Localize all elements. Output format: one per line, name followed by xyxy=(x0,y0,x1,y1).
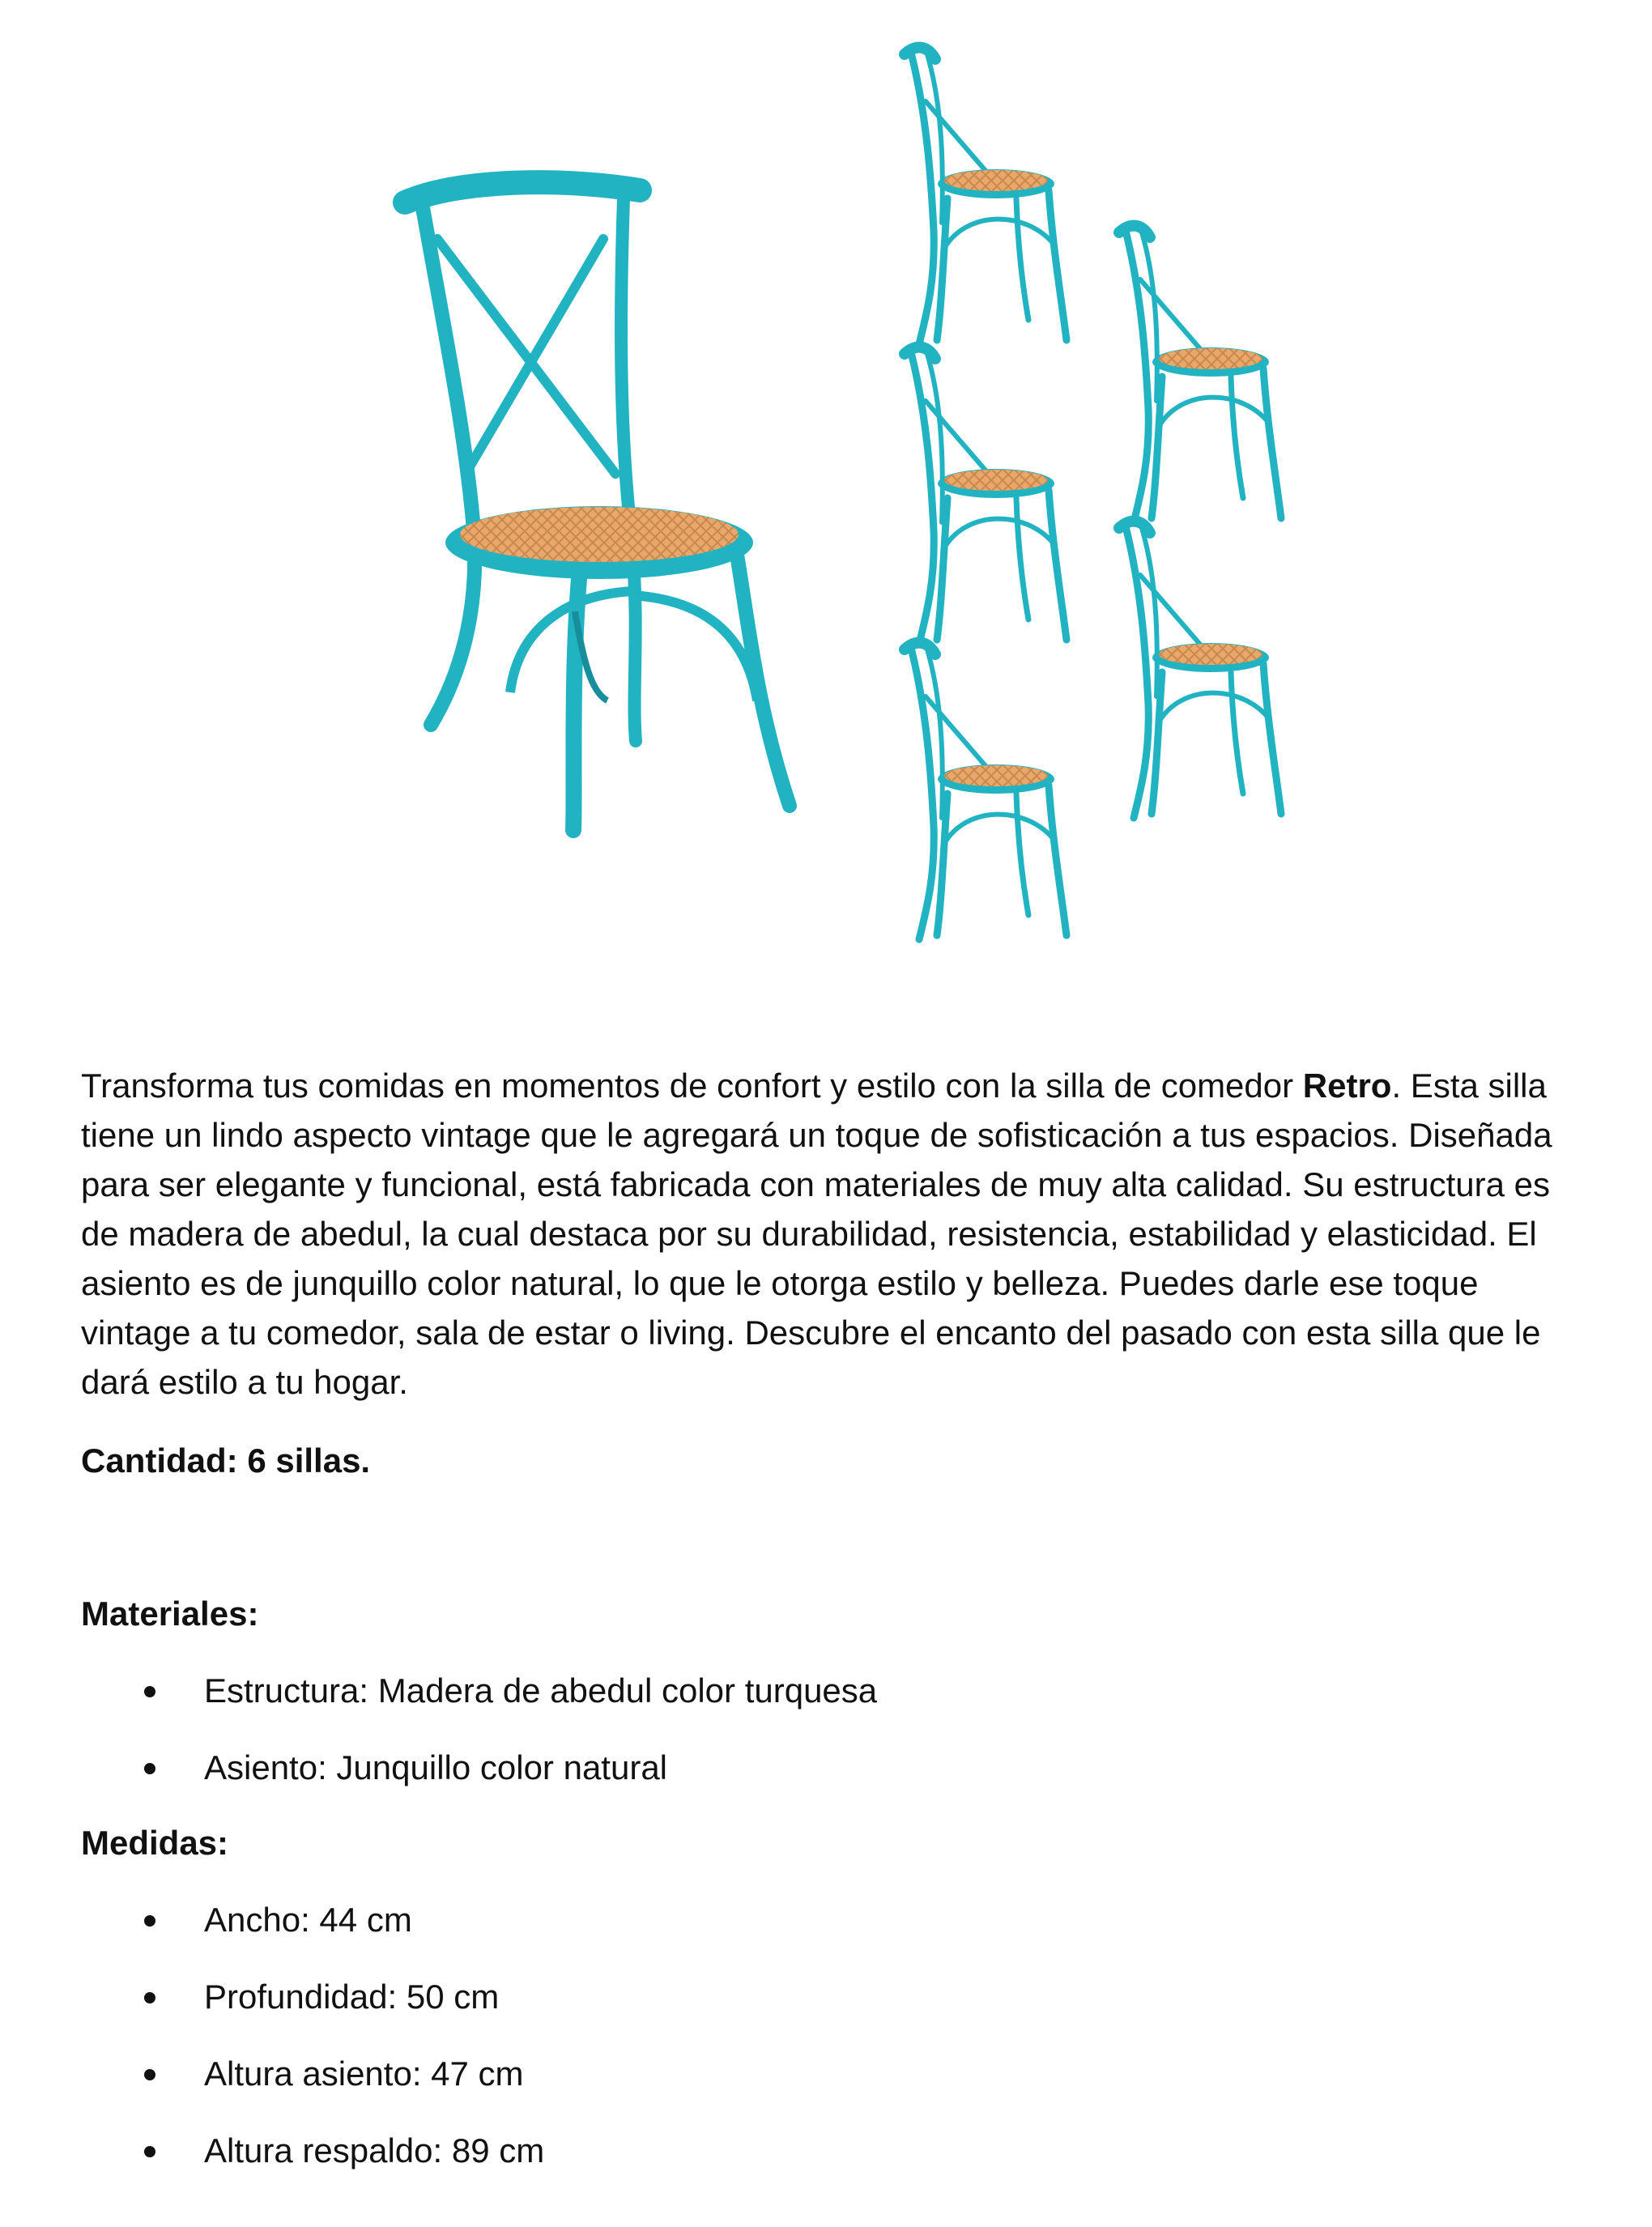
product-description xyxy=(81,1061,1587,1407)
list-item xyxy=(81,1972,1587,2021)
chair-small-icon xyxy=(1119,522,1281,818)
list-item xyxy=(81,2049,1587,2098)
bullet-icon xyxy=(144,1686,155,1697)
product-description-section xyxy=(81,1061,1587,2175)
material-text: Asiento: Junquillo color natural xyxy=(204,1748,668,1786)
measures-title: Medidas: xyxy=(81,1824,229,1862)
bullet-icon xyxy=(144,1915,155,1927)
quantity-label: Cantidad: 6 sillas. xyxy=(81,1441,371,1480)
materials-list xyxy=(81,1666,1587,1792)
material-text: Estructura: Madera de abedul color turquesa xyxy=(204,1671,878,1710)
measure-text: Profundidad: 50 cm xyxy=(204,1978,500,2016)
bullet-icon xyxy=(144,1763,155,1774)
materials-title: Materiales: xyxy=(81,1595,259,1633)
product-image-area xyxy=(0,0,1652,972)
bullet-icon xyxy=(144,2146,155,2157)
measure-text: Altura asiento: 47 cm xyxy=(204,2055,524,2093)
turquoise-chair-set-illustration xyxy=(0,0,1652,972)
bullet-icon xyxy=(144,2069,155,2080)
measure-text: Altura respaldo: 89 cm xyxy=(204,2131,545,2170)
description-body: . Esta silla tiene un lindo aspecto vintage que le agregará un toque de sofisticación a tus espacios. Diseñada para ser elegante y funcional, está fabricada con materiales de muy alta calidad. Su estructura es de madera de abedul, la cual destaca por su durabilidad, resistencia, estabilidad y elasticidad. El asiento es de junquillo color natural, lo que le otorga estilo y belleza. Puedes darle ese toque vintage a tu comedor, sala de estar o living. Descubre el encanto del pasado con esta silla que le dará estilo a tu hogar. xyxy=(81,1067,1552,1401)
chair-small-icon xyxy=(905,48,1067,344)
chair-large-icon xyxy=(405,182,790,830)
list-item xyxy=(81,1895,1587,1944)
chair-small-icon xyxy=(905,347,1067,644)
bullet-icon xyxy=(144,1992,155,2003)
measure-text: Ancho: 44 cm xyxy=(204,1901,412,1939)
measures-list xyxy=(81,1895,1587,2175)
list-item xyxy=(81,1666,1587,1715)
product-name: Retro xyxy=(1302,1067,1392,1105)
description-intro: Transforma tus comidas en momentos de confort y estilo con la silla de comedor xyxy=(81,1067,1303,1105)
list-item xyxy=(81,1743,1587,1792)
chair-small-icon xyxy=(1119,226,1281,522)
list-item xyxy=(81,2126,1587,2175)
chair-small-icon xyxy=(905,643,1067,939)
